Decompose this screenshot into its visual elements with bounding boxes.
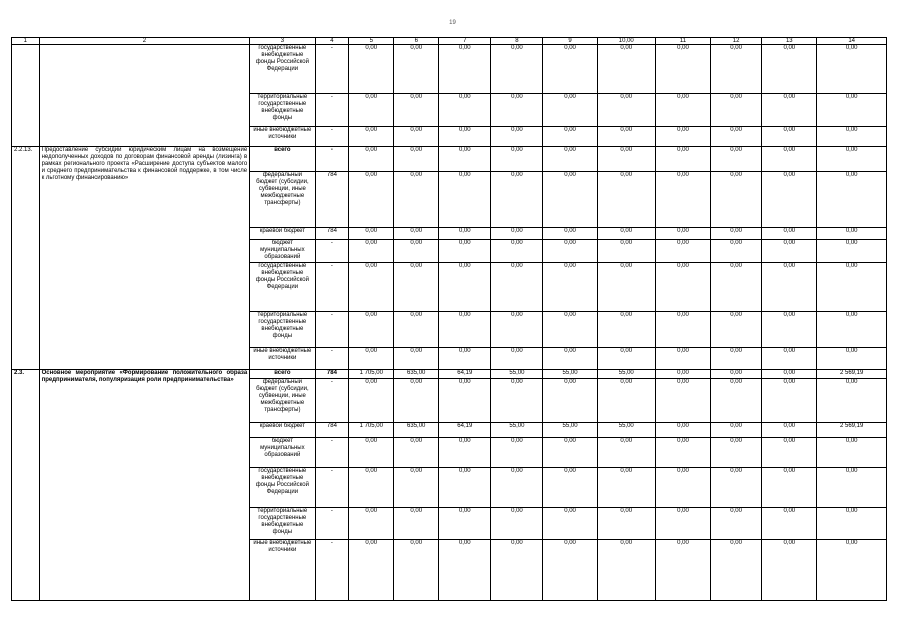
amount-cell: 0,00 [655, 240, 710, 263]
amount-cell: 0,00 [655, 348, 710, 370]
budget-code: - [315, 263, 349, 312]
amount-cell: 0,00 [762, 172, 817, 228]
amount-cell: 55,00 [491, 423, 543, 438]
amount-cell: 0,00 [711, 228, 762, 240]
budget-code: 784 [315, 172, 349, 228]
amount-cell: 0,00 [817, 508, 887, 540]
amount-cell: 0,00 [817, 379, 887, 423]
amount-cell: 0,00 [711, 540, 762, 601]
amount-cell: 0,00 [439, 240, 491, 263]
amount-cell: 635,00 [394, 423, 439, 438]
amount-cell: 0,00 [655, 228, 710, 240]
amount-cell: 0,00 [711, 438, 762, 468]
amount-cell: 0,00 [349, 312, 394, 348]
amount-cell: 0,00 [597, 508, 655, 540]
amount-cell: 0,00 [491, 240, 543, 263]
amount-cell: 0,00 [597, 94, 655, 127]
funding-source: бюджет муниципальных образований [250, 438, 315, 468]
column-number-cell: 4 [315, 38, 349, 45]
amount-cell: 0,00 [597, 172, 655, 228]
amount-cell: 0,00 [349, 540, 394, 601]
amount-cell: 0,00 [597, 379, 655, 423]
amount-cell: 0,00 [491, 94, 543, 127]
funding-source: государственные внебюджетные фонды Российской Федерации [250, 263, 315, 312]
amount-cell: 0,00 [439, 172, 491, 228]
amount-cell: 0,00 [491, 540, 543, 601]
amount-cell: 0,00 [491, 348, 543, 370]
amount-cell: 0,00 [349, 172, 394, 228]
budget-code: 784 [315, 423, 349, 438]
amount-cell: 0,00 [349, 379, 394, 423]
amount-cell: 0,00 [349, 228, 394, 240]
amount-cell: 0,00 [597, 438, 655, 468]
amount-cell: 0,00 [439, 379, 491, 423]
amount-cell: 0,00 [817, 94, 887, 127]
budget-code: - [315, 468, 349, 508]
amount-cell: 64,19 [439, 423, 491, 438]
amount-cell: 0,00 [762, 263, 817, 312]
amount-cell: 0,00 [439, 468, 491, 508]
amount-cell: 0,00 [762, 508, 817, 540]
amount-cell: 0,00 [711, 172, 762, 228]
item-number: 2.2.13. [12, 147, 40, 370]
amount-cell: 0,00 [349, 147, 394, 172]
amount-cell: 0,00 [655, 94, 710, 127]
amount-cell: 0,00 [394, 312, 439, 348]
amount-cell: 0,00 [491, 228, 543, 240]
amount-cell: 0,00 [543, 508, 597, 540]
amount-cell: 0,00 [762, 379, 817, 423]
amount-cell: 0,00 [762, 540, 817, 601]
amount-cell: 0,00 [394, 348, 439, 370]
amount-cell: 0,00 [711, 370, 762, 379]
amount-cell: 0,00 [543, 438, 597, 468]
budget-table [11, 37, 887, 601]
amount-cell: 0,00 [597, 540, 655, 601]
amount-cell: 0,00 [394, 438, 439, 468]
amount-cell: 0,00 [491, 508, 543, 540]
amount-cell: 0,00 [394, 147, 439, 172]
amount-cell: 0,00 [394, 228, 439, 240]
amount-cell: 0,00 [817, 348, 887, 370]
amount-cell: 0,00 [597, 228, 655, 240]
amount-cell: 0,00 [762, 94, 817, 127]
amount-cell: 0,00 [394, 468, 439, 508]
amount-cell: 0,00 [655, 540, 710, 601]
amount-cell: 0,00 [394, 172, 439, 228]
amount-cell: 0,00 [543, 127, 597, 147]
amount-cell: 0,00 [711, 508, 762, 540]
amount-cell: 0,00 [655, 263, 710, 312]
amount-cell: 0,00 [491, 147, 543, 172]
funding-source: федеральный бюджет (субсидии, субвенции, иные межбюджетные трансферты) [250, 172, 315, 228]
amount-cell: 0,00 [817, 127, 887, 147]
amount-cell: 0,00 [817, 240, 887, 263]
amount-cell: 0,00 [543, 468, 597, 508]
amount-cell: 0,00 [655, 379, 710, 423]
column-number-cell: 9 [543, 38, 597, 45]
amount-cell: 0,00 [817, 45, 887, 94]
amount-cell: 0,00 [597, 127, 655, 147]
amount-cell: 0,00 [439, 312, 491, 348]
amount-cell: 0,00 [762, 240, 817, 263]
column-number-cell: 8 [491, 38, 543, 45]
amount-cell: 0,00 [349, 127, 394, 147]
amount-cell: 0,00 [349, 263, 394, 312]
amount-cell: 0,00 [762, 147, 817, 172]
amount-cell: 0,00 [817, 228, 887, 240]
budget-code: - [315, 312, 349, 348]
amount-cell: 0,00 [817, 172, 887, 228]
amount-cell: 0,00 [439, 228, 491, 240]
funding-source: территориальные государственные внебюджетные фонды [250, 508, 315, 540]
amount-cell: 0,00 [817, 438, 887, 468]
amount-cell: 0,00 [491, 468, 543, 508]
column-number-cell: 1 [12, 38, 40, 45]
amount-cell: 0,00 [439, 508, 491, 540]
funding-source: государственные внебюджетные фонды Российской Федерации [250, 468, 315, 508]
amount-cell: 0,00 [394, 240, 439, 263]
amount-cell: 0,00 [439, 45, 491, 94]
amount-cell: 0,00 [543, 540, 597, 601]
amount-cell: 0,00 [349, 468, 394, 508]
budget-code: - [315, 127, 349, 147]
budget-code: 784 [315, 228, 349, 240]
amount-cell: 0,00 [711, 240, 762, 263]
amount-cell: 0,00 [655, 127, 710, 147]
column-number-cell: 12 [711, 38, 762, 45]
funding-source: всего [250, 370, 315, 379]
amount-cell: 0,00 [543, 240, 597, 263]
amount-cell: 0,00 [491, 263, 543, 312]
amount-cell: 0,00 [543, 172, 597, 228]
amount-cell: 0,00 [349, 508, 394, 540]
amount-cell: 0,00 [439, 147, 491, 172]
amount-cell: 0,00 [439, 348, 491, 370]
amount-cell: 0,00 [394, 94, 439, 127]
amount-cell: 2 569,19 [817, 423, 887, 438]
funding-source: государственные внебюджетные фонды Российской Федерации [250, 45, 315, 94]
amount-cell: 2 569,19 [817, 370, 887, 379]
budget-code: - [315, 348, 349, 370]
budget-code: 784 [315, 370, 349, 379]
amount-cell: 0,00 [543, 379, 597, 423]
funding-source: территориальные государственные внебюджетные фонды [250, 312, 315, 348]
amount-cell: 0,00 [711, 348, 762, 370]
item-title [39, 45, 250, 147]
amount-cell: 0,00 [349, 348, 394, 370]
funding-source: бюджет муниципальных образований [250, 240, 315, 263]
amount-cell: 0,00 [762, 228, 817, 240]
item-number [12, 45, 40, 147]
amount-cell: 0,00 [543, 147, 597, 172]
amount-cell: 0,00 [597, 263, 655, 312]
budget-code: - [315, 45, 349, 94]
funding-source: краевой бюджет [250, 423, 315, 438]
amount-cell: 0,00 [597, 147, 655, 172]
amount-cell: 55,00 [491, 370, 543, 379]
budget-code: - [315, 540, 349, 601]
amount-cell: 0,00 [762, 468, 817, 508]
amount-cell: 0,00 [543, 228, 597, 240]
amount-cell: 0,00 [762, 45, 817, 94]
amount-cell: 0,00 [349, 240, 394, 263]
column-number-cell: 6 [394, 38, 439, 45]
budget-code: - [315, 508, 349, 540]
column-number-row [12, 38, 887, 45]
amount-cell: 0,00 [349, 94, 394, 127]
amount-cell: 0,00 [655, 508, 710, 540]
amount-cell: 0,00 [655, 370, 710, 379]
table-row [12, 45, 887, 94]
column-number-cell: 2 [39, 38, 250, 45]
amount-cell: 0,00 [394, 508, 439, 540]
amount-cell: 0,00 [394, 127, 439, 147]
amount-cell: 55,00 [597, 423, 655, 438]
amount-cell: 0,00 [597, 348, 655, 370]
budget-code: - [315, 94, 349, 127]
amount-cell: 0,00 [491, 438, 543, 468]
amount-cell: 0,00 [711, 147, 762, 172]
amount-cell: 55,00 [543, 370, 597, 379]
amount-cell: 0,00 [655, 438, 710, 468]
amount-cell: 0,00 [439, 94, 491, 127]
amount-cell: 0,00 [439, 127, 491, 147]
amount-cell: 0,00 [655, 147, 710, 172]
amount-cell: 0,00 [817, 263, 887, 312]
amount-cell: 0,00 [491, 45, 543, 94]
amount-cell: 635,00 [394, 370, 439, 379]
amount-cell: 0,00 [711, 379, 762, 423]
table-row [12, 370, 887, 379]
amount-cell: 0,00 [711, 468, 762, 508]
funding-source: иные внебюджетные источники [250, 127, 315, 147]
amount-cell: 0,00 [762, 348, 817, 370]
amount-cell: 0,00 [711, 45, 762, 94]
page-number: 19 [449, 20, 456, 26]
funding-source: всего [250, 147, 315, 172]
amount-cell: 0,00 [543, 348, 597, 370]
budget-code: - [315, 147, 349, 172]
funding-source: федеральный бюджет (субсидии, субвенции, иные межбюджетные трансферты) [250, 379, 315, 423]
column-number-cell: 5 [349, 38, 394, 45]
amount-cell: 0,00 [543, 312, 597, 348]
amount-cell: 0,00 [543, 45, 597, 94]
amount-cell: 0,00 [394, 45, 439, 94]
amount-cell: 0,00 [711, 127, 762, 147]
funding-source: краевой бюджет [250, 228, 315, 240]
funding-source: территориальные государственные внебюджетные фонды [250, 94, 315, 127]
amount-cell: 0,00 [491, 172, 543, 228]
amount-cell: 0,00 [543, 263, 597, 312]
budget-code: - [315, 438, 349, 468]
table-body [12, 38, 887, 601]
amount-cell: 0,00 [655, 172, 710, 228]
amount-cell: 0,00 [762, 312, 817, 348]
amount-cell: 0,00 [349, 438, 394, 468]
amount-cell: 0,00 [817, 147, 887, 172]
amount-cell: 0,00 [349, 45, 394, 94]
amount-cell: 0,00 [762, 423, 817, 438]
amount-cell: 0,00 [597, 312, 655, 348]
amount-cell: 0,00 [762, 438, 817, 468]
amount-cell: 0,00 [817, 468, 887, 508]
amount-cell: 0,00 [491, 312, 543, 348]
amount-cell: 0,00 [762, 127, 817, 147]
item-title: Основное мероприятие «Формирование положительного образа предпринимателя, популяризация роли предпринимательства» [39, 370, 250, 601]
amount-cell: 0,00 [597, 45, 655, 94]
amount-cell: 0,00 [711, 263, 762, 312]
amount-cell: 0,00 [762, 370, 817, 379]
item-title: Предоставление субсидий юридическим лицам на возмещение недополученных доходов по договорам финансовой аренды (лизинга) в рамках регионального проекта «Расширение доступа субъектов малого и среднего предпринимательства к финансовой поддержке, в том числе к льготному финансированию» [39, 147, 250, 370]
funding-source: иные внебюджетные источники [250, 540, 315, 601]
amount-cell: 0,00 [439, 540, 491, 601]
amount-cell: 1 705,00 [349, 370, 394, 379]
amount-cell: 0,00 [543, 94, 597, 127]
column-number-cell: 11 [655, 38, 710, 45]
column-number-cell: 10,00 [597, 38, 655, 45]
amount-cell: 0,00 [817, 312, 887, 348]
amount-cell: 0,00 [491, 127, 543, 147]
column-number-cell: 14 [817, 38, 887, 45]
amount-cell: 0,00 [491, 379, 543, 423]
amount-cell: 64,19 [439, 370, 491, 379]
table-row [12, 147, 887, 172]
amount-cell: 0,00 [711, 94, 762, 127]
column-number-cell: 3 [250, 38, 315, 45]
amount-cell: 0,00 [655, 423, 710, 438]
amount-cell: 0,00 [394, 263, 439, 312]
amount-cell: 0,00 [655, 468, 710, 508]
amount-cell: 0,00 [655, 45, 710, 94]
amount-cell: 0,00 [817, 540, 887, 601]
budget-code: - [315, 379, 349, 423]
column-number-cell: 7 [439, 38, 491, 45]
amount-cell: 0,00 [394, 540, 439, 601]
funding-source: иные внебюджетные источники [250, 348, 315, 370]
amount-cell: 55,00 [597, 370, 655, 379]
amount-cell: 55,00 [543, 423, 597, 438]
amount-cell: 0,00 [655, 312, 710, 348]
amount-cell: 0,00 [711, 423, 762, 438]
amount-cell: 0,00 [597, 240, 655, 263]
column-number-cell: 13 [762, 38, 817, 45]
amount-cell: 0,00 [439, 263, 491, 312]
amount-cell: 0,00 [394, 379, 439, 423]
item-number: 2.3. [12, 370, 40, 601]
amount-cell: 1 705,00 [349, 423, 394, 438]
amount-cell: 0,00 [597, 468, 655, 508]
amount-cell: 0,00 [711, 312, 762, 348]
amount-cell: 0,00 [439, 438, 491, 468]
budget-code: - [315, 240, 349, 263]
